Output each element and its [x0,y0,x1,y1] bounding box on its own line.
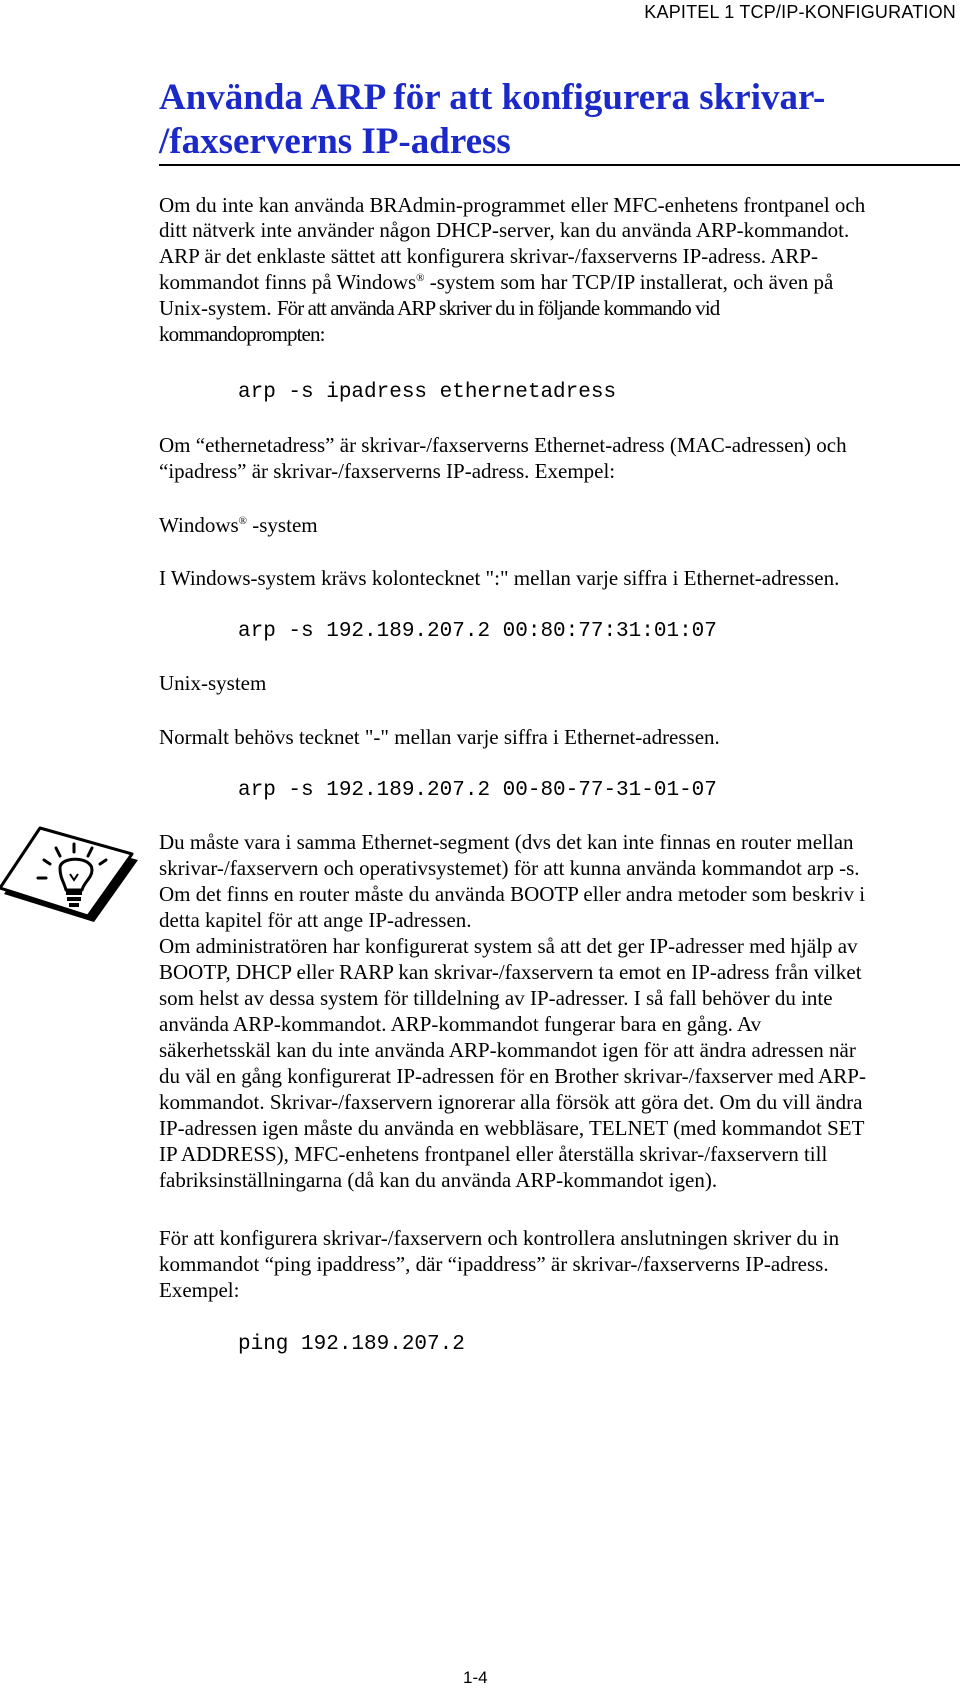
windows-heading [159,513,318,539]
chapter-header: KAPITEL 1 TCP/IP-KONFIGURATION [644,2,956,22]
ping-line: För att konfigurera skrivar-/faxservern och kontrollera anslutningen skriver du in [159,1226,840,1250]
intro-text: kommandot finns på Windows [159,270,417,294]
intro-line [159,270,833,296]
page-title [159,76,949,164]
tip-line: som helst av dessa system för tilldelning av IP-adresser. I så fall behöver du inte [159,986,833,1010]
title-line-2: /faxserverns IP-adress [159,121,511,162]
windows-heading-text: Windows [159,513,239,537]
tip-line: du väl en gång konfigurerat IP-adressen för en Brother skrivar-/faxserver med ARP- [159,1064,866,1088]
ping-line: kommandot “ping ipaddress”, där “ipaddress” är skrivar-/faxserverns IP-adress. [159,1252,829,1276]
unix-note: Normalt behövs tecknet "-" mellan varje siffra i Ethernet-adressen. [159,725,720,749]
tip-line: IP ADDRESS), MFC-enhetens frontpanel eller återställa skrivar-/faxservern till [159,1142,828,1166]
ping-line: Exempel: [159,1278,240,1302]
intro-line: Om du inte kan använda BRAdmin-programmet eller MFC-enhetens frontpanel och [159,193,866,217]
intro-line: kommandoprompten: [159,322,325,346]
explain-line: “ipadress” är skrivar-/faxserverns IP-adress. Exempel: [159,459,616,483]
tip-line: kommandot. Skrivar-/faxservern ignorerar alla försök att göra det. Om du vill ändra [159,1090,863,1114]
tip-line: BOOTP, DHCP eller RARP kan skrivar-/faxservern ta emot en IP-adress från vilket [159,960,862,984]
intro-line [159,296,719,322]
tip-line: skrivar-/faxservern och operativsystemet) för att kunna använda kommandot arp -s. [159,856,860,880]
tip-line: Om det finns en router måste du använda BOOTP eller andra metoder som beskriv i [159,882,866,906]
tip-line: använda ARP-kommandot. ARP-kommandot fungerar bara en gång. Av [159,1012,762,1036]
tip-line: fabriksinställningarna (då kan du använda ARP-kommandot igen). [159,1168,718,1192]
registered-mark: ® [416,272,425,284]
tip-line: detta kapitel för att ange IP-adressen. [159,908,472,932]
unix-heading: Unix-system [159,671,267,695]
explain-line: Om “ethernetadress” är skrivar-/faxserverns Ethernet-adress (MAC-adressen) och [159,433,847,457]
code-unix-arp: arp -s 192.189.207.2 00-80-77-31-01-07 [238,779,717,802]
intro-text-condensed: För att använda ARP skriver du in följande kommando vid [276,296,720,320]
intro-text: -system som har TCP/IP installerat, och även på [424,270,834,294]
windows-heading-text: -system [247,513,318,537]
tip-line: IP-adressen igen måste du använda en webbläsare, TELNET (med kommandot SET [159,1116,865,1140]
intro-text: Unix-system. [159,296,277,320]
title-line-1: Använda ARP för att konfigurera skrivar- [159,77,826,118]
tip-line: Om administratören har konfigurerat system så att det ger IP-adresser med hjälp av [159,934,858,958]
tip-line: Du måste vara i samma Ethernet-segment (dvs det kan inte finnas en router mellan [159,830,854,854]
intro-line: ditt nätverk inte använder någon DHCP-server, kan du använda ARP-kommandot. [159,218,850,242]
title-rule [159,164,960,166]
intro-line: ARP är det enklaste sättet att konfigurera skrivar-/faxserverns IP-adress. ARP- [159,244,818,268]
code-windows-arp: arp -s 192.189.207.2 00:80:77:31:01:07 [238,620,717,643]
windows-note: I Windows-system krävs kolontecknet ":" mellan varje siffra i Ethernet-adressen. [159,566,840,590]
lightbulb-note-icon [0,826,140,936]
tip-line: säkerhetsskäl kan du inte använda ARP-kommandot igen för att ändra adressen när [159,1038,856,1062]
registered-mark: ® [238,515,248,527]
code-ping: ping 192.189.207.2 [238,1333,465,1356]
code-generic-arp: arp -s ipadress ethernetadress [238,381,617,404]
page-number: 1-4 [463,1668,488,1687]
